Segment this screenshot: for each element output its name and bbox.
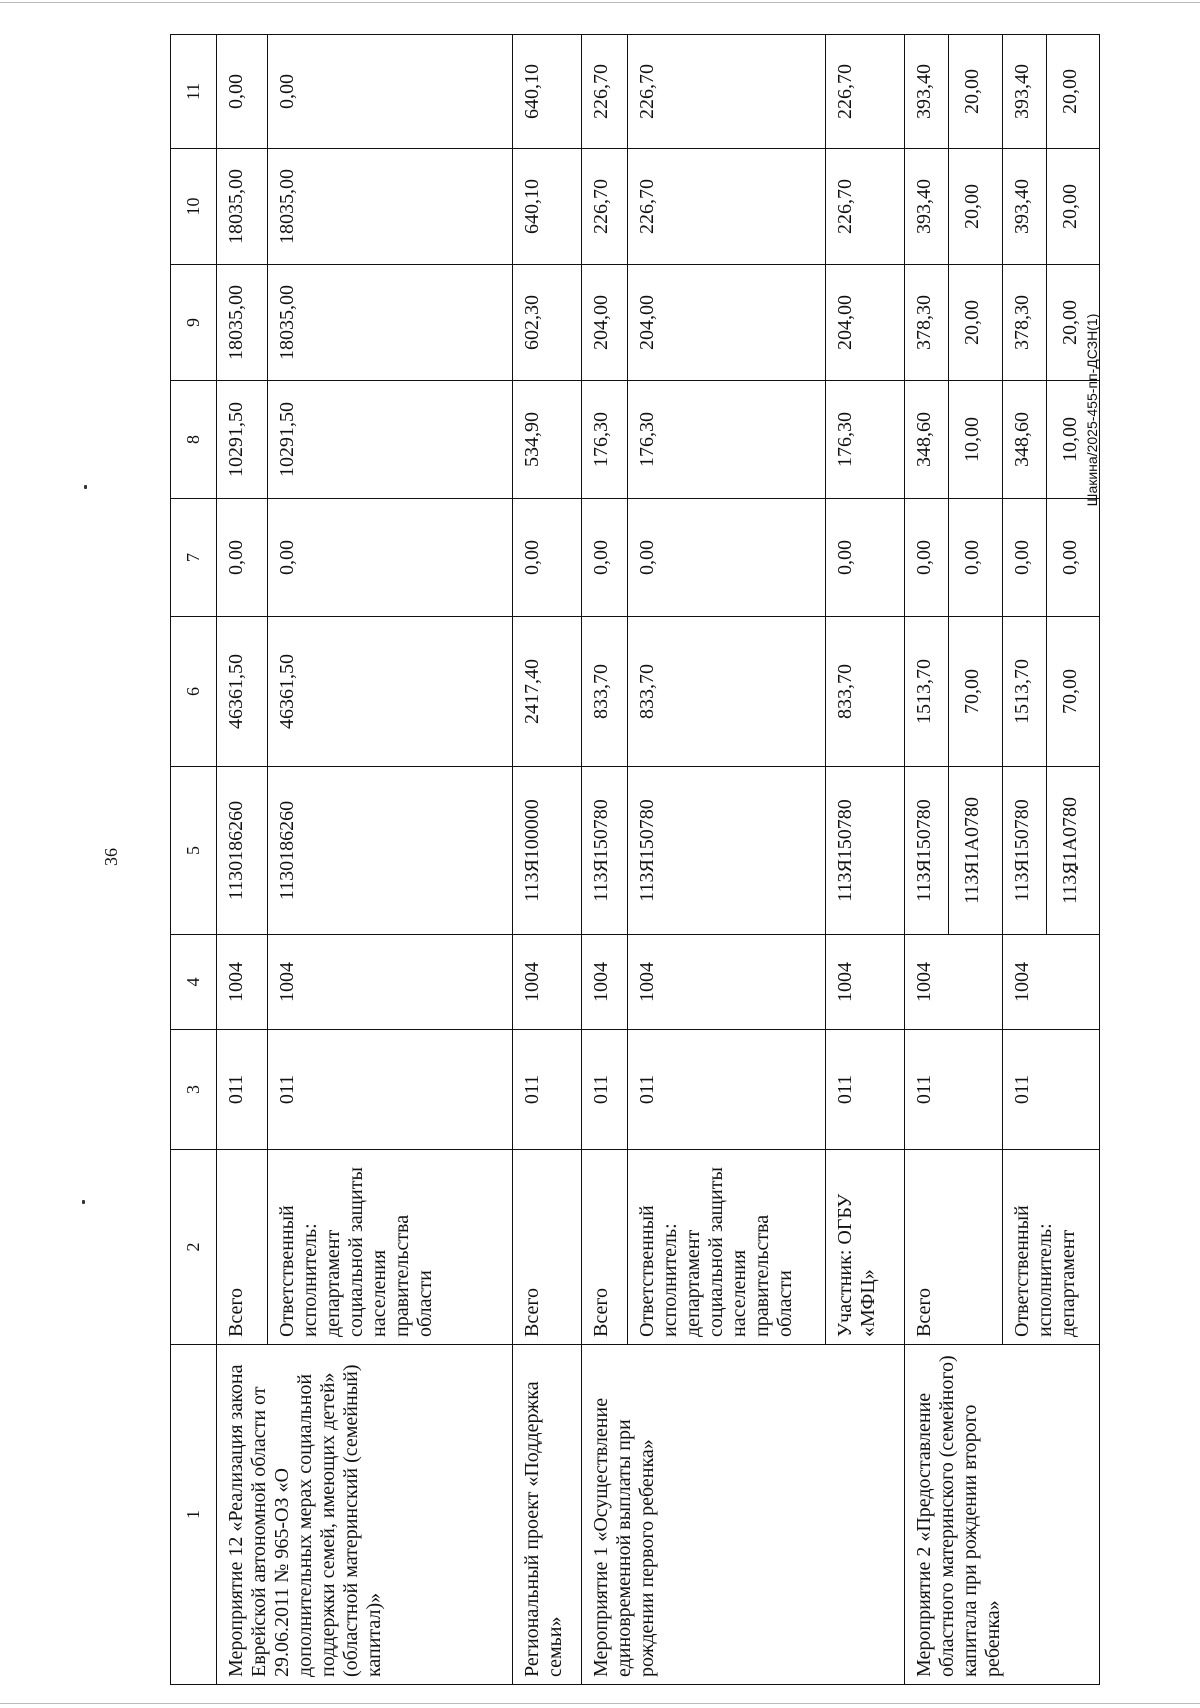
table-row: [512, 35, 582, 1685]
amount-line: 0,00: [1010, 540, 1033, 575]
section-code-cell: 1004: [826, 935, 904, 1030]
amount-cell: 226,70: [582, 35, 627, 149]
amount-cell: 18035,00: [217, 149, 268, 265]
amount-cell: 0,00: [627, 499, 826, 617]
target-code-cell: 1130186260: [217, 767, 268, 935]
amount-cell: [904, 149, 1002, 265]
amount-cell: [1002, 149, 1099, 265]
column-header: 8: [171, 381, 217, 499]
amount-line: 20,00: [1046, 149, 1090, 264]
amount-cell: [904, 499, 1002, 617]
amount-cell: 10291,50: [217, 381, 268, 499]
amount-cell: 0,00: [217, 35, 268, 149]
amount-line: 70,00: [1046, 617, 1090, 766]
source-cell: Всего: [904, 1150, 1002, 1345]
column-header: 9: [171, 265, 217, 381]
measure-name-cell: Мероприятие 12 «Реализация закона Еврейской автономной области от 29.06.2011 № 965-ОЗ «О дополнительных мерах социальной поддержки семей, имеющих детей» (областной материнский (семейный) капитал)»: [217, 1345, 513, 1685]
source-cell: Ответственный исполнитель: департамент: [1002, 1150, 1099, 1345]
header-row: [171, 35, 217, 1685]
source-cell: Ответственный исполнитель: департамент социальной защиты населения правительства области: [627, 1150, 826, 1345]
column-header: 3: [171, 1030, 217, 1150]
amount-line: 70,00: [948, 617, 992, 766]
column-header: 6: [171, 617, 217, 767]
amount-line: 393,40: [912, 64, 935, 119]
amount-cell: 602,30: [512, 265, 582, 381]
top-scan-edge: [0, 2, 1200, 3]
column-header: 7: [171, 499, 217, 617]
amount-line: 20,00: [1046, 265, 1090, 380]
amount-cell: 0,00: [512, 499, 582, 617]
rotated-table-wrapper: [170, 35, 1100, 1685]
amount-cell: [904, 35, 1002, 149]
code-line: 113Я150780: [1010, 799, 1033, 902]
amount-line: 20,00: [948, 35, 992, 148]
amount-line: 0,00: [912, 540, 935, 575]
amount-line: 348,60: [912, 412, 935, 467]
target-code-cell: 113Я150780: [582, 767, 627, 935]
column-header: 2: [171, 1150, 217, 1345]
amount-cell: 0,00: [582, 499, 627, 617]
table-row: [582, 35, 627, 1685]
amount-cell: 204,00: [627, 265, 826, 381]
column-header: 5: [171, 767, 217, 935]
amount-line: 10,00: [948, 381, 992, 498]
target-code-cell: 113Я150780: [826, 767, 904, 935]
amount-cell: 0,00: [267, 35, 512, 149]
amount-cell: 204,00: [826, 265, 904, 381]
amount-cell: 226,70: [826, 149, 904, 265]
source-cell: Ответственный исполнитель: департамент социальной защиты населения правительства области: [267, 1150, 512, 1345]
table-row: [217, 35, 268, 1685]
target-code-cell: [1002, 767, 1099, 935]
amount-cell: 176,30: [627, 381, 826, 499]
section-code-cell: 1004: [512, 935, 582, 1030]
amount-cell: 0,00: [217, 499, 268, 617]
amount-total-cell: 2417,40: [512, 617, 582, 767]
amount-cell: 18035,00: [217, 265, 268, 381]
amount-cell: 226,70: [627, 35, 826, 149]
source-cell: Всего: [512, 1150, 582, 1345]
section-code-cell: 1004: [1002, 935, 1099, 1030]
target-code-cell: 113Я100000: [512, 767, 582, 935]
column-header: 1: [171, 1345, 217, 1685]
target-code-cell: 1130186260: [267, 767, 512, 935]
amount-line: 20,00: [948, 265, 992, 380]
gr-code-cell: 011: [627, 1030, 826, 1150]
budget-table: [170, 34, 1100, 1685]
amount-cell: [904, 381, 1002, 499]
amount-line: 1513,70: [1010, 659, 1033, 724]
source-cell: Всего: [582, 1150, 627, 1345]
amount-cell: [1002, 265, 1099, 381]
amount-cell: 18035,00: [267, 149, 512, 265]
amount-total-cell: 833,70: [826, 617, 904, 767]
amount-cell: 226,70: [582, 149, 627, 265]
amount-cell: 640,10: [512, 35, 582, 149]
amount-cell: 640,10: [512, 149, 582, 265]
amount-total-cell: 833,70: [582, 617, 627, 767]
amount-total-cell: 833,70: [627, 617, 826, 767]
target-code-cell: [904, 767, 1002, 935]
amount-cell: 176,30: [582, 381, 627, 499]
bottom-scan-edge: [0, 1703, 1200, 1704]
amount-cell: 534,90: [512, 381, 582, 499]
amount-cell: 10291,50: [267, 381, 512, 499]
source-cell: Участник: ОГБУ «МФЦ»: [826, 1150, 904, 1345]
amount-cell: 18035,00: [267, 265, 512, 381]
measure-name-cell: Мероприятие 1 «Осуществление единовременной выплаты при рождении первого ребенка»: [582, 1345, 904, 1685]
column-header: 11: [171, 35, 217, 149]
amount-cell: [1002, 35, 1099, 149]
amount-cell: [1002, 381, 1099, 499]
amount-line: 393,40: [1010, 64, 1033, 119]
amount-cell: 176,30: [826, 381, 904, 499]
amount-line: 10,00: [1046, 381, 1090, 498]
gr-code-cell: 011: [582, 1030, 627, 1150]
document-footer-code: Шакина/2025-455-пп-ДСЗН(1): [1084, 313, 1100, 507]
target-code-cell: 113Я150780: [627, 767, 826, 935]
amount-cell: 204,00: [582, 265, 627, 381]
section-code-cell: 1004: [627, 935, 826, 1030]
amount-line: 20,00: [948, 149, 992, 264]
gr-code-cell: 011: [217, 1030, 268, 1150]
column-header: 10: [171, 149, 217, 265]
source-cell: Всего: [217, 1150, 268, 1345]
measure-name-cell: Мероприятие 2 «Предоставление областного материнского (семейного) капитала при рождении второго ребенка»: [904, 1345, 1099, 1685]
amount-cell: [1002, 499, 1099, 617]
amount-line: 20,00: [1046, 35, 1090, 148]
scan-speck: [84, 485, 87, 489]
gr-code-cell: 011: [1002, 1030, 1099, 1150]
amount-cell: [904, 265, 1002, 381]
section-code-cell: 1004: [582, 935, 627, 1030]
code-line: 113Я1А0780: [1046, 767, 1090, 934]
section-code-cell: 1004: [217, 935, 268, 1030]
table-row: [904, 35, 1002, 1685]
amount-cell: 0,00: [267, 499, 512, 617]
scan-speck: [82, 1200, 85, 1204]
section-code-cell: 1004: [267, 935, 512, 1030]
amount-cell: 226,70: [826, 35, 904, 149]
amount-line: 393,40: [1010, 179, 1033, 234]
amount-line: 0,00: [948, 499, 992, 616]
gr-code-cell: 011: [512, 1030, 582, 1150]
gr-code-cell: 011: [267, 1030, 512, 1150]
amount-total-cell: [1002, 617, 1099, 767]
gr-code-cell: 011: [826, 1030, 904, 1150]
amount-total-cell: [904, 617, 1002, 767]
amount-total-cell: 46361,50: [217, 617, 268, 767]
amount-line: 378,30: [912, 295, 935, 350]
amount-cell: 0,00: [826, 499, 904, 617]
measure-name-cell: Региональный проект «Поддержка семьи»: [512, 1345, 582, 1685]
amount-total-cell: 46361,50: [267, 617, 512, 767]
amount-line: 378,30: [1010, 295, 1033, 350]
section-code-cell: 1004: [904, 935, 1002, 1030]
gr-code-cell: 011: [904, 1030, 1002, 1150]
code-line: 113Я1А0780: [948, 767, 992, 934]
amount-line: 1513,70: [912, 659, 935, 724]
code-line: 113Я150780: [912, 799, 935, 902]
column-header: 4: [171, 935, 217, 1030]
amount-line: 0,00: [1046, 499, 1090, 616]
amount-line: 393,40: [912, 179, 935, 234]
amount-line: 348,60: [1010, 412, 1033, 467]
amount-cell: 226,70: [627, 149, 826, 265]
page-number: 36: [101, 848, 121, 866]
